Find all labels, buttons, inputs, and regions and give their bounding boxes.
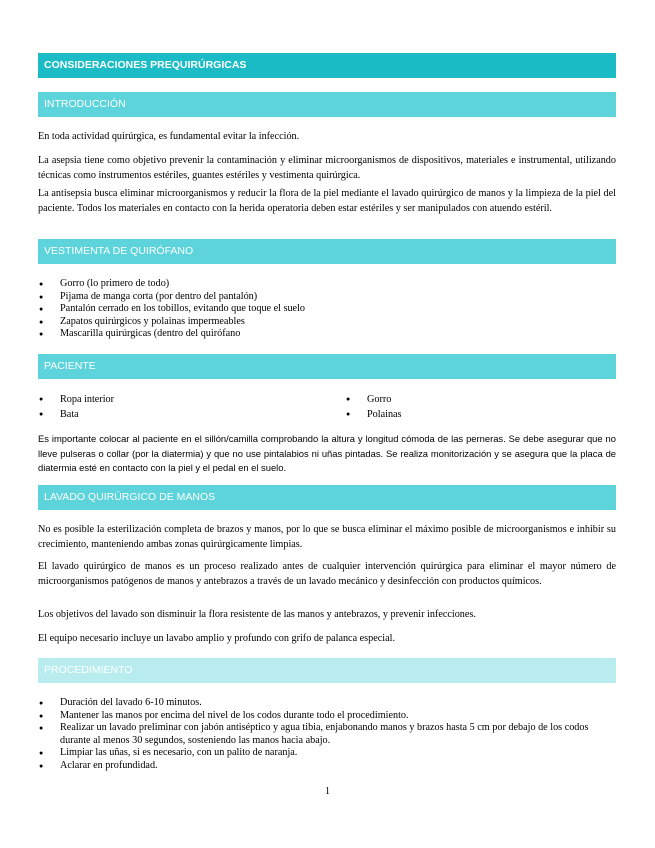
vestimenta-list	[38, 278, 305, 341]
section-header-introduccion: INTRODUCCIÓN	[38, 92, 616, 117]
list-item: ● Gorro	[345, 392, 402, 407]
section-header-consideraciones: CONSIDERACIONES PREQUIRÚRGICAS	[38, 53, 616, 78]
section-header-paciente: PACIENTE	[38, 354, 616, 379]
list-item: ● Zapatos quirúrgicos y polainas impermeables	[38, 316, 305, 329]
page-number: 1	[325, 786, 330, 797]
paciente-list-left	[38, 392, 114, 422]
paciente-paragraph: Es importante colocar al paciente en el sillón/camilla comprobando la altura y longitud cómoda de las perneras. Se debe asegurar que no lleve pulseras o collar (por la diatermia) y que no use pintalabios ni uñas pintadas. Se realiza monitorización y se asegura que la placa de diatermia esté en contacto con la piel y el pedal en el suelo.	[38, 433, 616, 474]
list-item: ● Realizar un lavado preliminar con jabón antiséptico y agua tibia, enjabonando manos y brazos hasta 5 cm por debajo de los codos durante al menos 30 segundos, sosteniendo las manos hacia abajo.	[38, 722, 616, 747]
intro-paragraph: En toda actividad quirúrgica, es fundamental evitar la infección.	[38, 131, 300, 142]
list-item: ● Duración del lavado 6-10 minutos.	[38, 697, 616, 710]
intro-paragraph: La asepsia tiene como objetivo prevenir la contaminación y eliminar microorganismos de dispositivos, materiales e instrumental, utilizando técnicas como instrumentos estériles, guantes estériles y vestimenta quirúrgica.	[38, 155, 616, 181]
list-item: ● Bata	[38, 407, 114, 422]
list-item: ● Pantalón cerrado en los tobillos, evitando que toque el suelo	[38, 303, 305, 316]
list-item: ● Ropa interior	[38, 392, 114, 407]
list-item: ● Polainas	[345, 407, 402, 422]
section-header-vestimenta: VESTIMENTA DE QUIRÓFANO	[38, 239, 616, 264]
list-item: ● Aclarar en profundidad.	[38, 760, 616, 773]
section-header-lavado: LAVADO QUIRÚRGICO DE MANOS	[38, 485, 616, 510]
lavado-paragraph: El lavado quirúrgico de manos es un proceso realizado antes de cualquier intervención quirúrgica para eliminar el mayor número de microorganismos patógenos de manos y antebrazos a través de un lavado mecánico y desinfección con productos químicos.	[38, 561, 616, 587]
list-item: ● Mantener las manos por encima del nivel de los codos durante todo el procedimiento.	[38, 710, 616, 723]
section-header-procedimiento: PROCEDIMIENTO	[38, 658, 616, 683]
intro-paragraph: La antisepsia busca eliminar microorganismos y reducir la flora de la piel mediante el lavado quirúrgico de manos y la limpieza de la piel del paciente. Todos los materiales en contacto con la herida operatoria deben estar estériles y ser manipulados con atuendo estéril.	[38, 188, 616, 214]
list-item: ● Gorro (lo primero de todo)	[38, 278, 305, 291]
lavado-paragraph: El equipo necesario incluye un lavabo amplio y profundo con grifo de palanca especial.	[38, 633, 396, 644]
list-item: ● Pijama de manga corta (por dentro del pantalón)	[38, 291, 305, 304]
lavado-paragraph: Los objetivos del lavado son disminuir la flora resistente de las manos y antebrazos, y prevenir infecciones.	[38, 609, 476, 620]
paciente-list-right	[345, 392, 402, 422]
lavado-paragraph: No es posible la esterilización completa de brazos y manos, por lo que se busca eliminar el máximo posible de microorganismos e inhibir su crecimiento, manteniendo ambas zonas quirúrgicamente limpias.	[38, 524, 616, 550]
procedimiento-list	[38, 697, 616, 773]
list-item: ● Mascarilla quirúrgicas (dentro del quirófano	[38, 328, 305, 341]
list-item: ● Limpiar las uñas, si es necesario, con un palito de naranja.	[38, 747, 616, 760]
